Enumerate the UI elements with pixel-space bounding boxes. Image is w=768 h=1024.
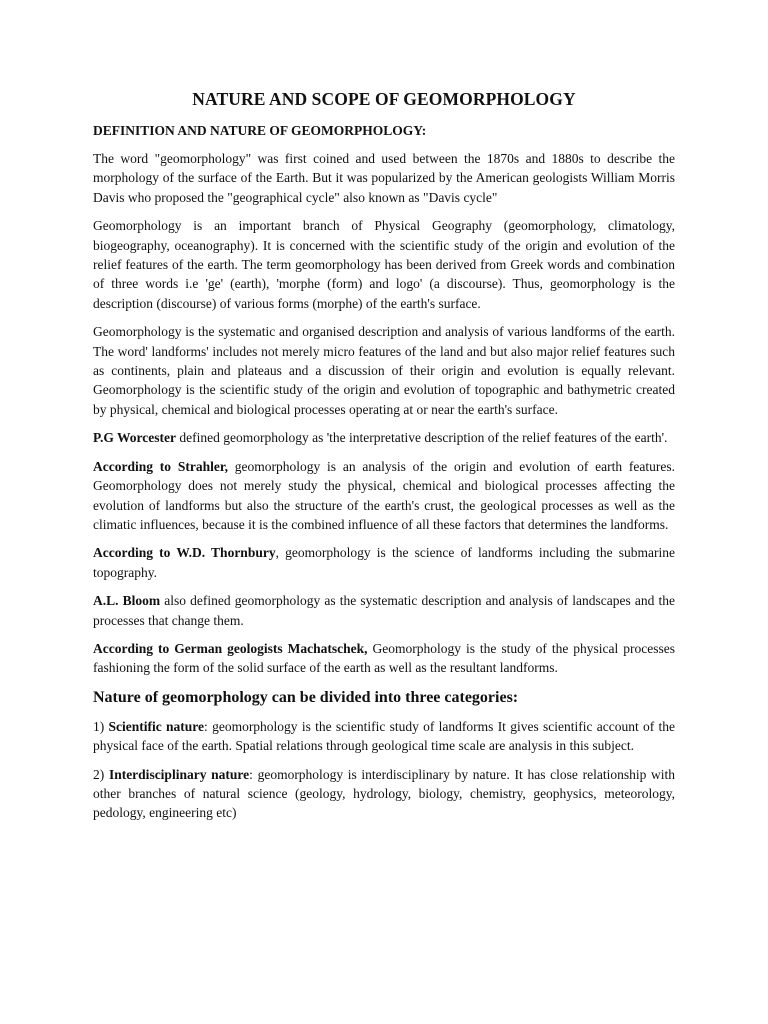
thornbury-text: , geomorphology is the science of landforms including the submarine topography. <box>93 545 675 580</box>
paragraph-worcester <box>93 428 675 447</box>
paragraph-strahler <box>93 457 675 535</box>
paragraph-systematic: Geomorphology is the systematic and organised description and analysis of various landforms of the earth. The word' landforms' includes not merely micro features of the land and but also major relief features such as continents, plain and plateaus and a discussion of their origin and evolution is equally relevant. Geomorphology is the scientific study of the origin and evolution of topographic and bathymetric created by physical, chemical and biological processes operating at or near the earth's surface. <box>93 324 675 417</box>
item2-text: : geomorphology is interdisciplinary by nature. It has close relationship with other branches of natural science (geology, hydrology, biology, chemistry, geophysics, meteorology, pedology, engineering etc) <box>93 766 676 821</box>
list-item-interdisciplinary <box>93 765 675 823</box>
bloom-lead: A.L. Bloom <box>93 593 161 609</box>
categories-heading: Nature of geomorphology can be divided into three categories: <box>93 688 519 706</box>
paragraph-origin: The word "geomorphology" was first coined and used between the 1870s and 1880s to describe the morphology of the surface of the Earth. But it was popularized by the American geologists William Morris Davis who proposed the "geographical cycle" also known as "Davis cycle" <box>93 151 675 205</box>
item1-text: : geomorphology is the scientific study of landforms It gives scientific account of the physical face of the earth. Spatial relations through geological time scale are analysis in this subject. <box>93 718 675 754</box>
strahler-text: geomorphology is an analysis of the origin and evolution of earth features. Geomorphology does not merely study the physical, chemical and biological processes affecting the evolution of landforms but also the structure of the earth's crust, the geological processes as well as the climatic influences, because it is the combined influence of all these factors that determines the landforms. <box>93 458 675 532</box>
paragraph-branch: Geomorphology is an important branch of Physical Geography (geomorphology, climatology, biogeography, oceanography). It is concerned with the scientific study of the origin and evolution of the relief features of the earth. The term geomorphology has been derived from Greek words and combination of three words i.e 'ge' (earth), 'morphe (form) and logo' (a discourse). Thus, geomorphology is the description (discourse) of various forms (morphe) of the earth's surface. <box>93 218 675 311</box>
item2-lead: Interdisciplinary nature <box>108 766 250 782</box>
item1-lead: Scientific nature <box>108 718 205 734</box>
item2-number: 2) <box>93 766 109 782</box>
item1-number: 1) <box>93 718 109 734</box>
thornbury-lead: According to W.D. Thornbury <box>93 545 276 561</box>
section-heading: DEFINITION AND NATURE OF GEOMORPHOLOGY: <box>93 123 427 138</box>
paragraph-bloom <box>93 591 675 630</box>
paragraph-thornbury <box>93 543 675 582</box>
machatschek-lead: According to German geologists Machatschek, <box>93 640 368 656</box>
worcester-lead: P.G Worcester <box>93 430 176 446</box>
worcester-text: defined geomorphology as 'the interpretative description of the relief features of the earth'. <box>175 430 668 446</box>
paragraph-machatschek <box>93 639 675 678</box>
list-item-scientific <box>93 717 675 756</box>
document-title: NATURE AND SCOPE OF GEOMORPHOLOGY <box>192 89 576 109</box>
document-page <box>93 88 675 832</box>
strahler-lead: According to Strahler, <box>93 458 228 474</box>
bloom-text: also defined geomorphology as the systematic description and analysis of landscapes and the processes that change them. <box>93 593 675 628</box>
machatschek-text: Geomorphology is the study of the physical processes fashioning the form of the solid surface of the earth as well as the resultant landforms. <box>93 640 676 676</box>
